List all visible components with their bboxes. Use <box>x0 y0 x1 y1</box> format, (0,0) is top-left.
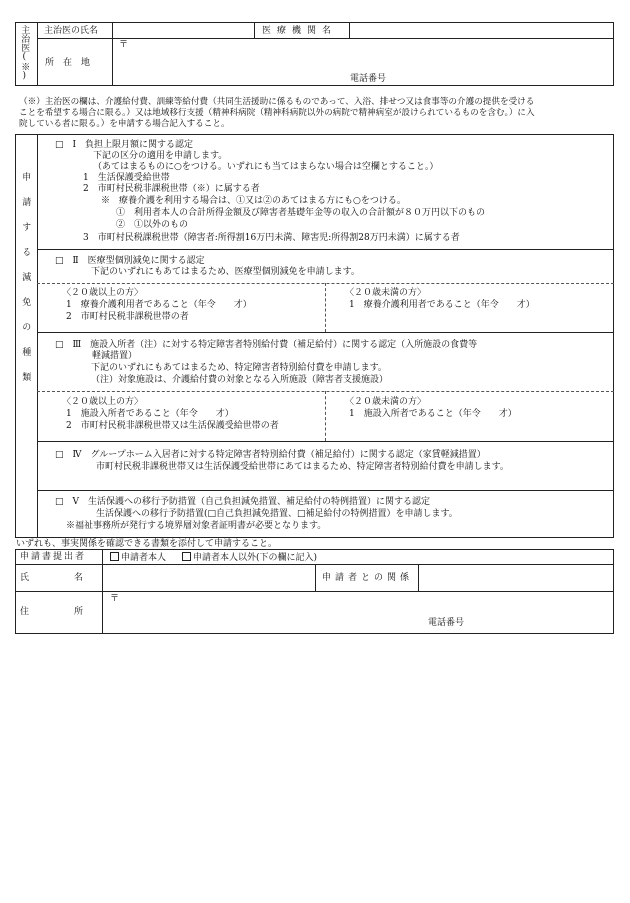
doctor-side-divider <box>37 22 38 86</box>
s2-right-1: 1 療養介護利用者であること（年令 才） <box>349 300 535 310</box>
applicant-name-field[interactable] <box>104 566 312 589</box>
applicant-label-divider <box>102 549 103 634</box>
applicant-address-label: 住 所 <box>20 607 84 617</box>
s3-line-2: （注）対象施設は、介護給付費の対象となる入所施設（障害者支援施設） <box>91 375 389 385</box>
submitter-option-self[interactable] <box>110 552 166 564</box>
checkbox-other[interactable] <box>182 552 191 561</box>
applicant-relation-divider-2 <box>418 564 419 591</box>
s2-left-head: 〈２０歳以上の方〉 <box>62 288 144 298</box>
s4-line-1: 市町村民税非課税世帯又は生活保護受給世帯にあてはまるため、特定障害者特別給付費を申請します。 <box>96 462 509 472</box>
s5-line-2: ※福祉事務所が発行する境界層対象者証明書が必要となります。 <box>66 521 327 531</box>
applicant-row-2 <box>15 591 614 592</box>
doctor-side-label: 主治医(※) <box>19 25 30 81</box>
doctor-address-label: 所 在 地 <box>45 58 91 68</box>
s1-title[interactable]: □ Ⅰ 負担上限月額に関する認定 <box>55 140 194 150</box>
s1-line-1: 下記の区分の適用を申請します。 <box>93 151 228 161</box>
s5-title[interactable]: □ Ⅴ 生活保護への移行予防措置（自己負担減免措置、補足給付の特例措置）に関する認定 <box>55 497 431 507</box>
checkbox-self[interactable] <box>110 552 119 561</box>
s1-line-7: ② ①以外のもの <box>116 220 189 230</box>
s2-left-1: 1 療養介護利用者であること（年令 才） <box>66 300 252 310</box>
s5-line-1: 生活保護への移行予防措置(□自己負担減免措置、□補足給付の特例措置）を申請します。 <box>96 509 458 519</box>
applicant-address-field[interactable] <box>104 603 610 617</box>
s2-line-1: 下記のいずれにもあてはまるため、医療型個別減免を申請します。 <box>91 267 360 277</box>
reduction-side-label: 申請する減免の種類 <box>20 172 31 397</box>
s1-line-5: ※ 療養介護を利用する場合は、①又は②のあてはまる方にも○をつける。 <box>101 196 406 206</box>
submitter-option-other-label: 申請者本人以外(下の欄に記入) <box>193 553 318 563</box>
doctor-name-field[interactable] <box>114 23 252 37</box>
note-line-3: 院している者に限る。）を申請する場合記入すること。 <box>19 119 230 129</box>
s1-line-2: （あてはまるものに○をつける。いずれにも当てはまらない場合は空欄とすること。） <box>93 162 439 172</box>
s1-line-4: 2 市町村民税非課税世帯（※）に属する者 <box>83 184 260 194</box>
s3-left-1: 1 施設入所者であること（年令 才） <box>66 409 234 419</box>
s1-bottom-rule <box>37 249 614 250</box>
s3-right-head: 〈２０歳未満の方〉 <box>345 397 427 407</box>
doctor-address-field[interactable] <box>114 50 610 68</box>
applicant-relation-field[interactable] <box>420 566 610 589</box>
submitter-option-self-label: 申請者本人 <box>121 553 167 563</box>
s3-bottom-rule <box>37 441 614 442</box>
footer-note: いずれも、事実関係を確認できる書類を添付して申請すること。 <box>16 539 278 549</box>
doctor-label-divider <box>112 22 113 86</box>
submitter-label: 申請書提出者 <box>20 552 87 562</box>
s1-line-6: ① 利用者本人の合計所得金額及び障害者基礎年金等の収入の合計額が８０万円以下のもの <box>116 208 486 218</box>
doctor-mid-divider-2 <box>349 22 350 38</box>
submitter-option-other[interactable] <box>182 552 317 564</box>
applicant-phone-label: 電話番号 <box>428 618 465 628</box>
s4-title[interactable]: □ Ⅳ グループホーム入居者に対する特定障害者特別給付費（補足給付）に関する認定（家賃軽減措置） <box>55 450 486 460</box>
s3-right-1: 1 施設入所者であること（年令 才） <box>349 409 517 419</box>
s2-title[interactable]: □ Ⅱ 医療型個別減免に関する認定 <box>55 256 205 266</box>
applicant-relation-label: 申請者との関係 <box>322 573 414 583</box>
s2-left-2: 2 市町村民税非課税世帯の者 <box>66 312 189 322</box>
doctor-phone-label: 電話番号 <box>350 74 387 84</box>
institution-field[interactable] <box>351 23 611 37</box>
applicant-relation-divider-1 <box>315 564 316 591</box>
s3-left-head: 〈２０歳以上の方〉 <box>62 397 144 407</box>
doctor-mid-divider <box>254 22 255 38</box>
doctor-name-label: 主治医の氏名 <box>44 26 99 36</box>
s1-line-8: 3 市町村民税課税世帯（障害者:所得割16万円未満、障害児:所得割28万円未満）に属する者 <box>83 233 460 243</box>
s3-sub-divider <box>325 391 326 441</box>
s1-line-3: 1 生活保護受給世帯 <box>83 173 170 183</box>
note-line-2: ことを希望する場合に限る。）又は地域移行支援（精神科病院（精神科病院以外の病院で精神病室が設けられているものを含む。）に入 <box>19 108 535 118</box>
doctor-postal-mark: 〒 <box>119 40 129 50</box>
s3-title[interactable]: □ Ⅲ 施設入所者（注）に対する特定障害者特別給付費（補足給付）に関する認定（入所施設の食費等 <box>55 340 478 350</box>
reduction-side-divider <box>37 134 38 538</box>
institution-label: 医療機関名 <box>262 26 338 36</box>
applicant-postal-mark: 〒 <box>110 594 120 604</box>
note-line-1: （※）主治医の欄は、介護給付費、訓練等給付費（共同生活援助に係るものであって、入浴、排せつ又は食事等の介護の提供を受ける <box>19 97 535 107</box>
applicant-name-label: 氏 名 <box>20 573 84 583</box>
s4-bottom-rule <box>37 490 614 491</box>
s3-left-2: 2 市町村民税非課税世帯又は生活保護受給世帯の者 <box>66 421 279 431</box>
s2-bottom-rule <box>37 332 614 333</box>
s3-title-2: 軽減措置） <box>92 351 138 361</box>
s3-line-1: 下記のいずれにもあてはまるため、特定障害者特別給付費を申請します。 <box>91 363 387 373</box>
doctor-row-divider <box>37 38 614 39</box>
s2-right-head: 〈２０歳未満の方〉 <box>345 288 427 298</box>
s2-sub-divider <box>325 283 326 332</box>
